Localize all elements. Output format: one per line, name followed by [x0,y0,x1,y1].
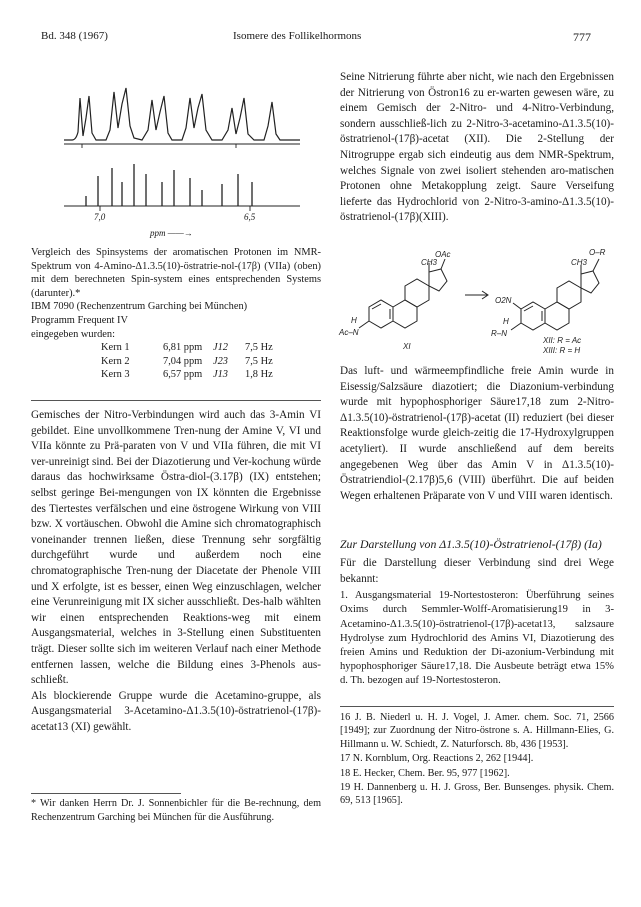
tick-label-6-5: 6,5 [244,212,256,222]
section-title: Zur Darstellung von Δ1.3.5(10)-Östratrienol-(17β) (Ia) [340,537,602,551]
xi-h-label: H [351,316,357,325]
reference-item: 17 N. Kornblum, Org. Reactions 2, 262 [1944]. [340,753,534,765]
caption-ibm: IBM 7090 (Rechenzentrum Garching bei München) [31,301,248,313]
xi-oac-label: OAc [435,250,451,259]
reaction-scheme [337,237,621,357]
section-item-1: 1. Ausgangsmaterial 19-Nortestosteron: Überführung seines Oxims durch Semmler-Wolff-Aromatisierung19 in 3-Acetamino-Δ1.3.5(10)-östratrienol-(17β)-acetat13, salzsaure Hydrolyse zum Hydrochlorid des Amins VI, Diazotierung des freien Amins und Reduktion der Di-azonium-Verbindung mit hypophosphoriger Säure17,18. Die Ausbeute beträgt etwa 15% d. Th. bezogen auf 19-Nortestosteron. [340,590,614,687]
measured-spectrum-trace [64,88,300,140]
reference-item: 16 J. B. Niederl u. H. J. Vogel, J. Amer. chem. Soc. 71, 2566 [1949]; zur Zuordnung der Nitro-östrone s. A. Hillmann-Elies, G. Hillmann u. W. Schiedt, Z. Naturforsch. 8b, 436 [1953]. [340,712,614,750]
xii-compound-label: XII: R = Ac [543,336,582,345]
left-column-body [31,408,321,735]
right-column-middle: Das luft- und wärmeempfindliche freie Amin wurde in Eisessig/Salzsäure diazotiert; die Diazonium-verbindung wurde mit hypophosphoriger Säure17,18 zum 2-Nitro-Δ1.3.5(10)-östratrienol-(17β)-acetat (II) reduziert (bei dieser Reaktionsfolge wurde gleich-zeitig die 17-Hydroxylgruppen acetyliert). II wurde anschließend auf dem bereits angegebenen Weg über das Amin V in Δ1.3.5(10)-Östratriendiol-(2.17β)5,6 (VIII) überführt. Die auf beiden Wegen erhaltenen Präparate von V und VIII waren identisch. [340,365,614,502]
tick-label-7: 7,0 [94,212,106,222]
header-page-number: 777 [573,30,591,44]
xii-no2-label: O2N [495,296,512,305]
xi-ch3-label: CH3 [421,258,438,267]
header-volume: Bd. 348 (1967) [41,30,108,42]
references-separator [340,706,614,707]
caption-separator [31,400,321,401]
left-footnote: * Wir danken Herrn Dr. J. Sonnenbichler für die Be-rechnung, dem Rechenzentrum Garching bei München für die Ausführung. [31,798,321,823]
ring-d-right [581,271,599,293]
ring-b-right [545,302,569,330]
reference-item: 19 H. Dannenberg u. H. J. Gross, Ber. Bunsenges. physik. Chem. 69, 513 [1965]. [340,782,614,807]
ring-d-left [429,269,447,291]
nmr-spectrum-svg [62,78,302,248]
xi-acn-label: Ac–N [339,328,359,337]
xi-compound-label: XI [403,342,411,351]
ring-c-right [557,281,581,309]
reference-item: 18 E. Hecker, Chem. Ber. 95, 977 [1962]. [340,767,510,779]
calculated-stick-spectrum [86,164,252,206]
kern-row: Kern 2 7,04 ppm J23 7,5 Hz [101,355,273,367]
right-column-top: Seine Nitrierung führte aber nicht, wie nach den Ergebnissen der Nitrierung von Östron16 zu er-warten gewesen wäre, zu einem Gemisch der 2-Nitro- und 4-Nitro-Verbindung, sondern ausschließ-lich zu 2-Nitro-3-acetamino-Δ1.3.5(10)-östratrienol-(17β)-acetat (XII). Die 2-Stellung der Nitrogruppe ergab sich eindeutig aus dem NMR-Spektrum, welches Signale von zwei isoliert stehenden aro-matischen Protonen ohne Metakopplung zeigt. Saure Verseifung lieferte das Hydrochlorid von 2-Nitro-3-amino-Δ1.3.5(10)-östratrienol-(17β)(XIII). [340,71,614,224]
kern-table [101,341,321,382]
reaction-scheme-svg [337,237,621,357]
kern-row: Kern 1 6,81 ppm J12 7,5 Hz [101,342,273,354]
section-intro: Für die Darstellung dieser Verbindung sind drei Wege bekannt: [340,557,614,585]
left-paragraph-2: Als blockierende Gruppe wurde die Acetamino-gruppe, als Ausgangsmaterial 3-Acetamino-Δ1.3.5(10)-östratrienol-(17β)-acetat13 (XI) gewählt. [31,689,321,733]
xii-or-label: O–R [589,248,606,257]
xii-h-label: H [503,317,509,326]
nmr-spectrum-figure [62,78,302,248]
left-paragraph-1: Gemisches der Nitro-Verbindungen wird auch das 3-Amin VI gebildet. Eine unvollkommene Tren-nung der Amine V, VI und VIIa könnte zu Prä-paraten von V und VIIa führen, die mit VI ver-unreinigt sind. Bei der Diazotierung und Ver-kochung würde daraus das hochwirksame Östra-diol-(3.17β) (IX) entstehen; selbst geringe Bei-mengungen von IX könnten die Ergebnisse des Tiertestes verfälschen und eine östrogene Wirkung von VIII bzw. X vortäuschen. Obwohl die Amine sich chromatographisch voneinander trennen ließen, diese Trennung sehr sorgfältig durchgeführt wurde und außerdem noch eine chromatographische Tren-nung der Diacetate der Phenole VIII und X erfolgte, ist es besser, einen Weg einzuschlagen, welcher eine Verunreinigung mit IX sicher ausschließt. Des-halb wählten wir einen entsprechenden Reaktions-weg mit einem Ausgangsmaterial, welches in 3-Stellung einen Substituenten trägt. Dieser sollte sich im weiteren Verlauf nach einer Methode entfernen lassen, welche die Bildung eines 3-Phenols aus-schließt. [31,409,321,687]
figure-caption [31,246,321,382]
footnote-separator [31,793,181,794]
xii-ch3-label: CH3 [571,258,588,267]
ring-c-left [405,279,429,307]
ppm-axis-label: ppm ——→ [150,228,193,238]
references [340,711,614,809]
caption-text: Vergleich des Spinsystems der aromatischen Protonen im NMR-Spektrum von 4-Amino-Δ1.3.5(10)-östratrie-nol-(17β) (VIIa) (oben) mit dem berechneten Spin-system eines entsprechenden Systems (darunter).* [31,247,321,299]
kern-row: Kern 3 6,57 ppm J13 1,8 Hz [101,369,273,381]
section [340,536,614,689]
caption-program: Programm Frequent IV [31,314,128,326]
header-title: Isomere des Follikelhormons [233,30,362,42]
caption-input: eingegeben wurden: [31,328,115,340]
ring-b-left [393,300,417,328]
xiii-compound-label: XIII: R = H [543,346,581,355]
xii-rn-label: R–N [491,329,508,338]
